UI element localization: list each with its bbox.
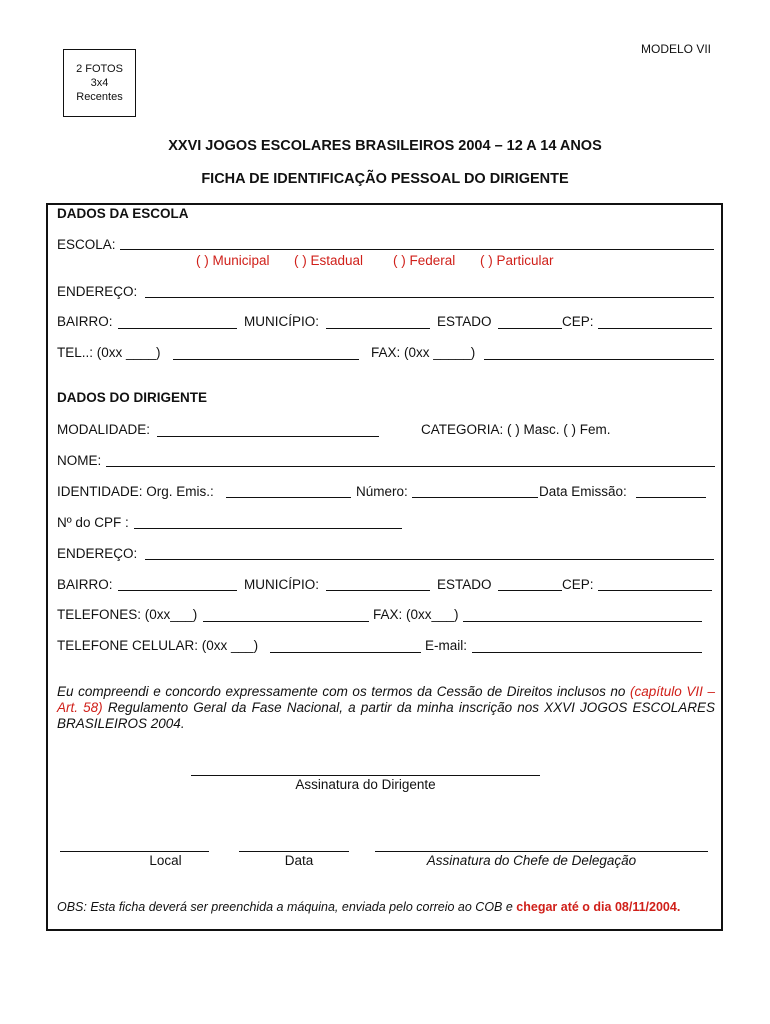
fax-escola-field[interactable] [484, 359, 714, 360]
cep-escola-label: CEP: [562, 314, 594, 329]
declaration-highlight: (capítulo VII – Art. 58) [57, 684, 716, 715]
celular-label: TELEFONE CELULAR: (0xx ___) [57, 638, 259, 653]
obs-deadline: chegar até o dia 08/11/2004. [516, 900, 681, 914]
municipio-escola-label: MUNICÍPIO: [244, 314, 320, 329]
identidade-label: IDENTIDADE: Org. Emis.: [57, 484, 214, 499]
estado-escola-field[interactable] [498, 328, 562, 329]
assinatura-chefe-line[interactable] [375, 851, 708, 852]
endereco-dirigente-field[interactable] [145, 559, 714, 560]
local-label: Local [149, 853, 182, 868]
email-field[interactable] [472, 652, 702, 653]
tipo-federal[interactable]: ( ) Federal [393, 253, 456, 268]
bairro-escola-label: BAIRRO: [57, 314, 113, 329]
cep-dirigente-field[interactable] [598, 590, 712, 591]
cpf-label: Nº do CPF : [57, 515, 129, 530]
estado-dirigente-label: ESTADO [437, 577, 492, 592]
fax-dirigente-field[interactable] [463, 621, 702, 622]
assinatura-dirigente-label: Assinatura do Dirigente [295, 777, 436, 792]
bairro-dirigente-label: BAIRRO: [57, 577, 113, 592]
model-number: MODELO VII [641, 42, 712, 56]
tel-escola-field[interactable] [173, 359, 359, 360]
fax-dirigente-label: FAX: (0xx___) [373, 607, 459, 622]
telefones-label: TELEFONES: (0xx___) [57, 607, 198, 622]
endereco-escola-field[interactable] [145, 297, 714, 298]
declaration-part2: Regulamento Geral da Fase Nacional, a partir da minha inscrição nos XXVI JOGOS ESCOLARES BRASILEIROS 2004. [57, 700, 715, 731]
photo-placeholder-box [63, 49, 136, 117]
org-emissor-field[interactable] [226, 497, 351, 498]
photo-box-line: Recentes [76, 91, 123, 103]
endereco-escola-label: ENDEREÇO: [57, 284, 138, 299]
celular-field[interactable] [270, 652, 421, 653]
section-title-escola: DADOS DA ESCOLA [57, 206, 189, 221]
estado-dirigente-field[interactable] [498, 590, 562, 591]
municipio-dirigente-field[interactable] [326, 590, 430, 591]
obs-text: OBS: Esta ficha deverá ser preenchida a máquina, enviada pelo correio ao COB e [57, 900, 517, 914]
data-emissao-field[interactable] [636, 497, 706, 498]
telefones-field[interactable] [203, 621, 369, 622]
estado-escola-label: ESTADO [437, 314, 492, 329]
modalidade-field[interactable] [157, 436, 379, 437]
email-label: E-mail: [425, 638, 468, 653]
tel-escola-label: TEL..: (0xx ____) [57, 345, 161, 360]
tipo-estadual[interactable]: ( ) Estadual [294, 253, 364, 268]
section-title-dirigente: DADOS DO DIRIGENTE [57, 390, 208, 405]
data-line[interactable] [239, 851, 349, 852]
escola-label: ESCOLA: [57, 237, 116, 252]
document-subtitle: FICHA DE IDENTIFICAÇÃO PESSOAL DO DIRIGENTE [201, 171, 569, 187]
declaration-text [57, 684, 715, 732]
categoria-options[interactable]: CATEGORIA: ( ) Masc. ( ) Fem. [421, 422, 611, 437]
bairro-escola-field[interactable] [118, 328, 237, 329]
endereco-dirigente-label: ENDEREÇO: [57, 546, 138, 561]
local-line[interactable] [60, 851, 209, 852]
tipo-particular[interactable]: ( ) Particular [480, 253, 554, 268]
nome-label: NOME: [57, 453, 102, 468]
cep-escola-field[interactable] [598, 328, 712, 329]
photo-box-line: 3x4 [90, 77, 109, 89]
form-box [46, 203, 723, 931]
municipio-dirigente-label: MUNICÍPIO: [244, 577, 320, 592]
data-emissao-label: Data Emissão: [539, 484, 627, 499]
numero-field[interactable] [412, 497, 538, 498]
nome-field[interactable] [106, 466, 715, 467]
cep-dirigente-label: CEP: [562, 577, 594, 592]
escola-field[interactable] [120, 249, 714, 250]
modalidade-label: MODALIDADE: [57, 422, 151, 437]
obs-note [57, 900, 680, 914]
tipo-municipal[interactable]: ( ) Municipal [196, 253, 270, 268]
numero-label: Número: [356, 484, 408, 499]
municipio-escola-field[interactable] [326, 328, 430, 329]
bairro-dirigente-field[interactable] [118, 590, 237, 591]
fax-escola-label: FAX: (0xx _____) [371, 345, 476, 360]
cpf-field[interactable] [134, 528, 402, 529]
declaration-part1: Eu compreendi e concordo expressamente com os termos da Cessão de Direitos inclusos no [57, 684, 631, 699]
photo-box-line: 2 FOTOS [76, 63, 123, 75]
assinatura-dirigente-line[interactable] [191, 775, 540, 776]
assinatura-chefe-label: Assinatura do Chefe de Delegação [426, 853, 637, 868]
document-title: XXVI JOGOS ESCOLARES BRASILEIROS 2004 – 12 A 14 ANOS [168, 138, 602, 154]
data-label: Data [284, 853, 314, 868]
